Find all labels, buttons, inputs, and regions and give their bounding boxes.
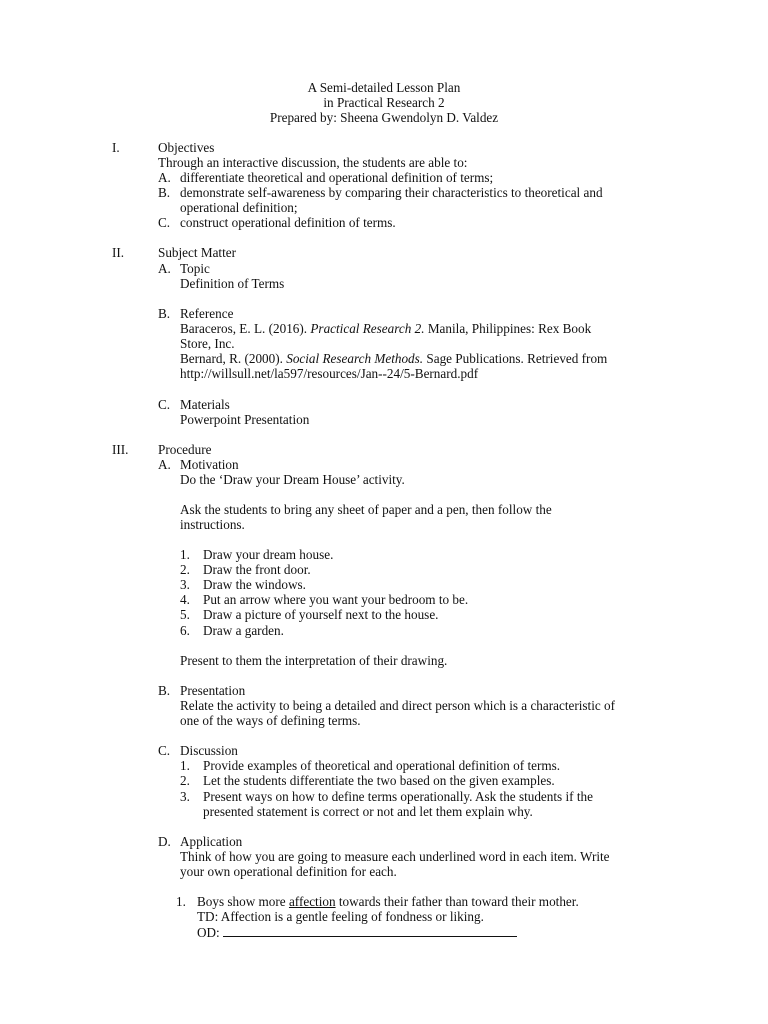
reference-title: Social Research Methods.	[286, 351, 424, 366]
objective-item-continued: operational definition;	[180, 200, 298, 215]
subsection-heading-discussion: Discussion	[180, 743, 238, 758]
list-item: Draw a picture of yourself next to the house.	[203, 607, 439, 622]
list-number: 2.	[180, 562, 190, 577]
list-item: Draw a garden.	[203, 623, 284, 638]
application-item	[197, 894, 579, 909]
objective-item: differentiate theoretical and operational definition of terms;	[180, 170, 494, 185]
list-letter: C.	[158, 397, 171, 412]
document-subject: in Practical Research 2	[323, 95, 445, 111]
subsection-heading-application: Application	[180, 834, 243, 849]
motivation-activity: Do the ‘Draw your Dream House’ activity.	[180, 472, 405, 487]
list-item: Draw your dream house.	[203, 547, 334, 562]
list-number: 1.	[180, 758, 190, 773]
list-letter: C.	[158, 743, 171, 758]
presentation-text: Relate the activity to being a detailed and direct person which is a characteristic of	[180, 698, 616, 713]
list-letter: A.	[158, 261, 171, 276]
subsection-heading-motivation: Motivation	[180, 457, 239, 472]
reference-entry	[180, 321, 591, 336]
motivation-closing: Present to them the interpretation of their drawing.	[180, 653, 448, 668]
od-label: OD:	[197, 925, 224, 940]
theoretical-definition: TD: Affection is a gentle feeling of fondness or liking.	[197, 909, 484, 924]
reference-author: Bernard, R. (2000).	[180, 351, 287, 366]
section-heading-procedure: Procedure	[158, 442, 212, 457]
list-item: Present ways on how to define terms operationally. Ask the students if the	[203, 789, 593, 804]
document-author: Prepared by: Sheena Gwendolyn D. Valdez	[269, 110, 499, 126]
list-letter: B.	[158, 306, 171, 321]
objective-item: construct operational definition of terms.	[180, 215, 396, 230]
section-numeral: III.	[112, 442, 129, 457]
list-number: 6.	[180, 623, 190, 638]
list-item: Draw the front door.	[203, 562, 311, 577]
list-letter: A.	[158, 457, 171, 472]
reference-entry	[180, 351, 607, 366]
list-item: Let the students differentiate the two based on the given examples.	[203, 773, 555, 788]
subsection-heading-materials: Materials	[180, 397, 230, 412]
list-item: Provide examples of theoretical and operational definition of terms.	[203, 758, 561, 773]
list-item: Put an arrow where you want your bedroom to be.	[203, 592, 469, 607]
list-number: 3.	[180, 789, 190, 804]
application-text-continued: your own operational definition for each.	[180, 864, 397, 879]
subsection-heading-topic: Topic	[180, 261, 210, 276]
subsection-heading-presentation: Presentation	[180, 683, 246, 698]
list-number: 4.	[180, 592, 190, 607]
topic-value: Definition of Terms	[180, 276, 285, 291]
list-number: 2.	[180, 773, 190, 788]
reference-entry-continued: Store, Inc.	[180, 336, 235, 351]
list-number: 1.	[176, 894, 186, 909]
reference-author: Baraceros, E. L. (2016).	[180, 321, 311, 336]
motivation-instruction: Ask the students to bring any sheet of paper and a pen, then follow the	[180, 502, 552, 517]
item-text: towards their father than toward their mother.	[335, 894, 579, 909]
list-item: Draw the windows.	[203, 577, 306, 592]
section-heading-subject-matter: Subject Matter	[158, 245, 237, 260]
list-item-continued: presented statement is correct or not and let them explain why.	[203, 804, 533, 819]
section-numeral: II.	[112, 245, 125, 260]
underlined-word: affection	[288, 894, 336, 909]
presentation-text-continued: one of the ways of defining terms.	[180, 713, 361, 728]
list-number: 1.	[180, 547, 190, 562]
answer-blank-line	[223, 924, 517, 937]
list-letter: B.	[158, 683, 171, 698]
application-text: Think of how you are going to measure each underlined word in each item. Write	[180, 849, 610, 864]
motivation-instruction-continued: instructions.	[180, 517, 245, 532]
subsection-heading-reference: Reference	[180, 306, 234, 321]
materials-value: Powerpoint Presentation	[180, 412, 310, 427]
document-title: A Semi-detailed Lesson Plan	[307, 80, 461, 95]
reference-publisher: Sage Publications. Retrieved from	[423, 351, 608, 366]
reference-title: Practical Research 2.	[310, 321, 425, 336]
list-letter: A.	[158, 170, 171, 185]
item-text: Boys show more	[197, 894, 289, 909]
list-number: 5.	[180, 607, 190, 622]
list-letter: B.	[158, 185, 171, 200]
list-letter: C.	[158, 215, 171, 230]
section-heading-objectives: Objectives	[158, 140, 215, 155]
objective-item: demonstrate self-awareness by comparing their characteristics to theoretical and	[180, 185, 603, 200]
section-numeral: I.	[112, 140, 120, 155]
list-letter: D.	[158, 834, 171, 849]
reference-url: http://willsull.net/la597/resources/Jan--24/5-Bernard.pdf	[180, 366, 479, 381]
operational-definition-field	[197, 924, 517, 940]
objectives-intro: Through an interactive discussion, the students are able to:	[158, 155, 468, 170]
list-number: 3.	[180, 577, 190, 592]
reference-publisher: Manila, Philippines: Rex Book	[424, 321, 592, 336]
document-header	[0, 80, 768, 126]
